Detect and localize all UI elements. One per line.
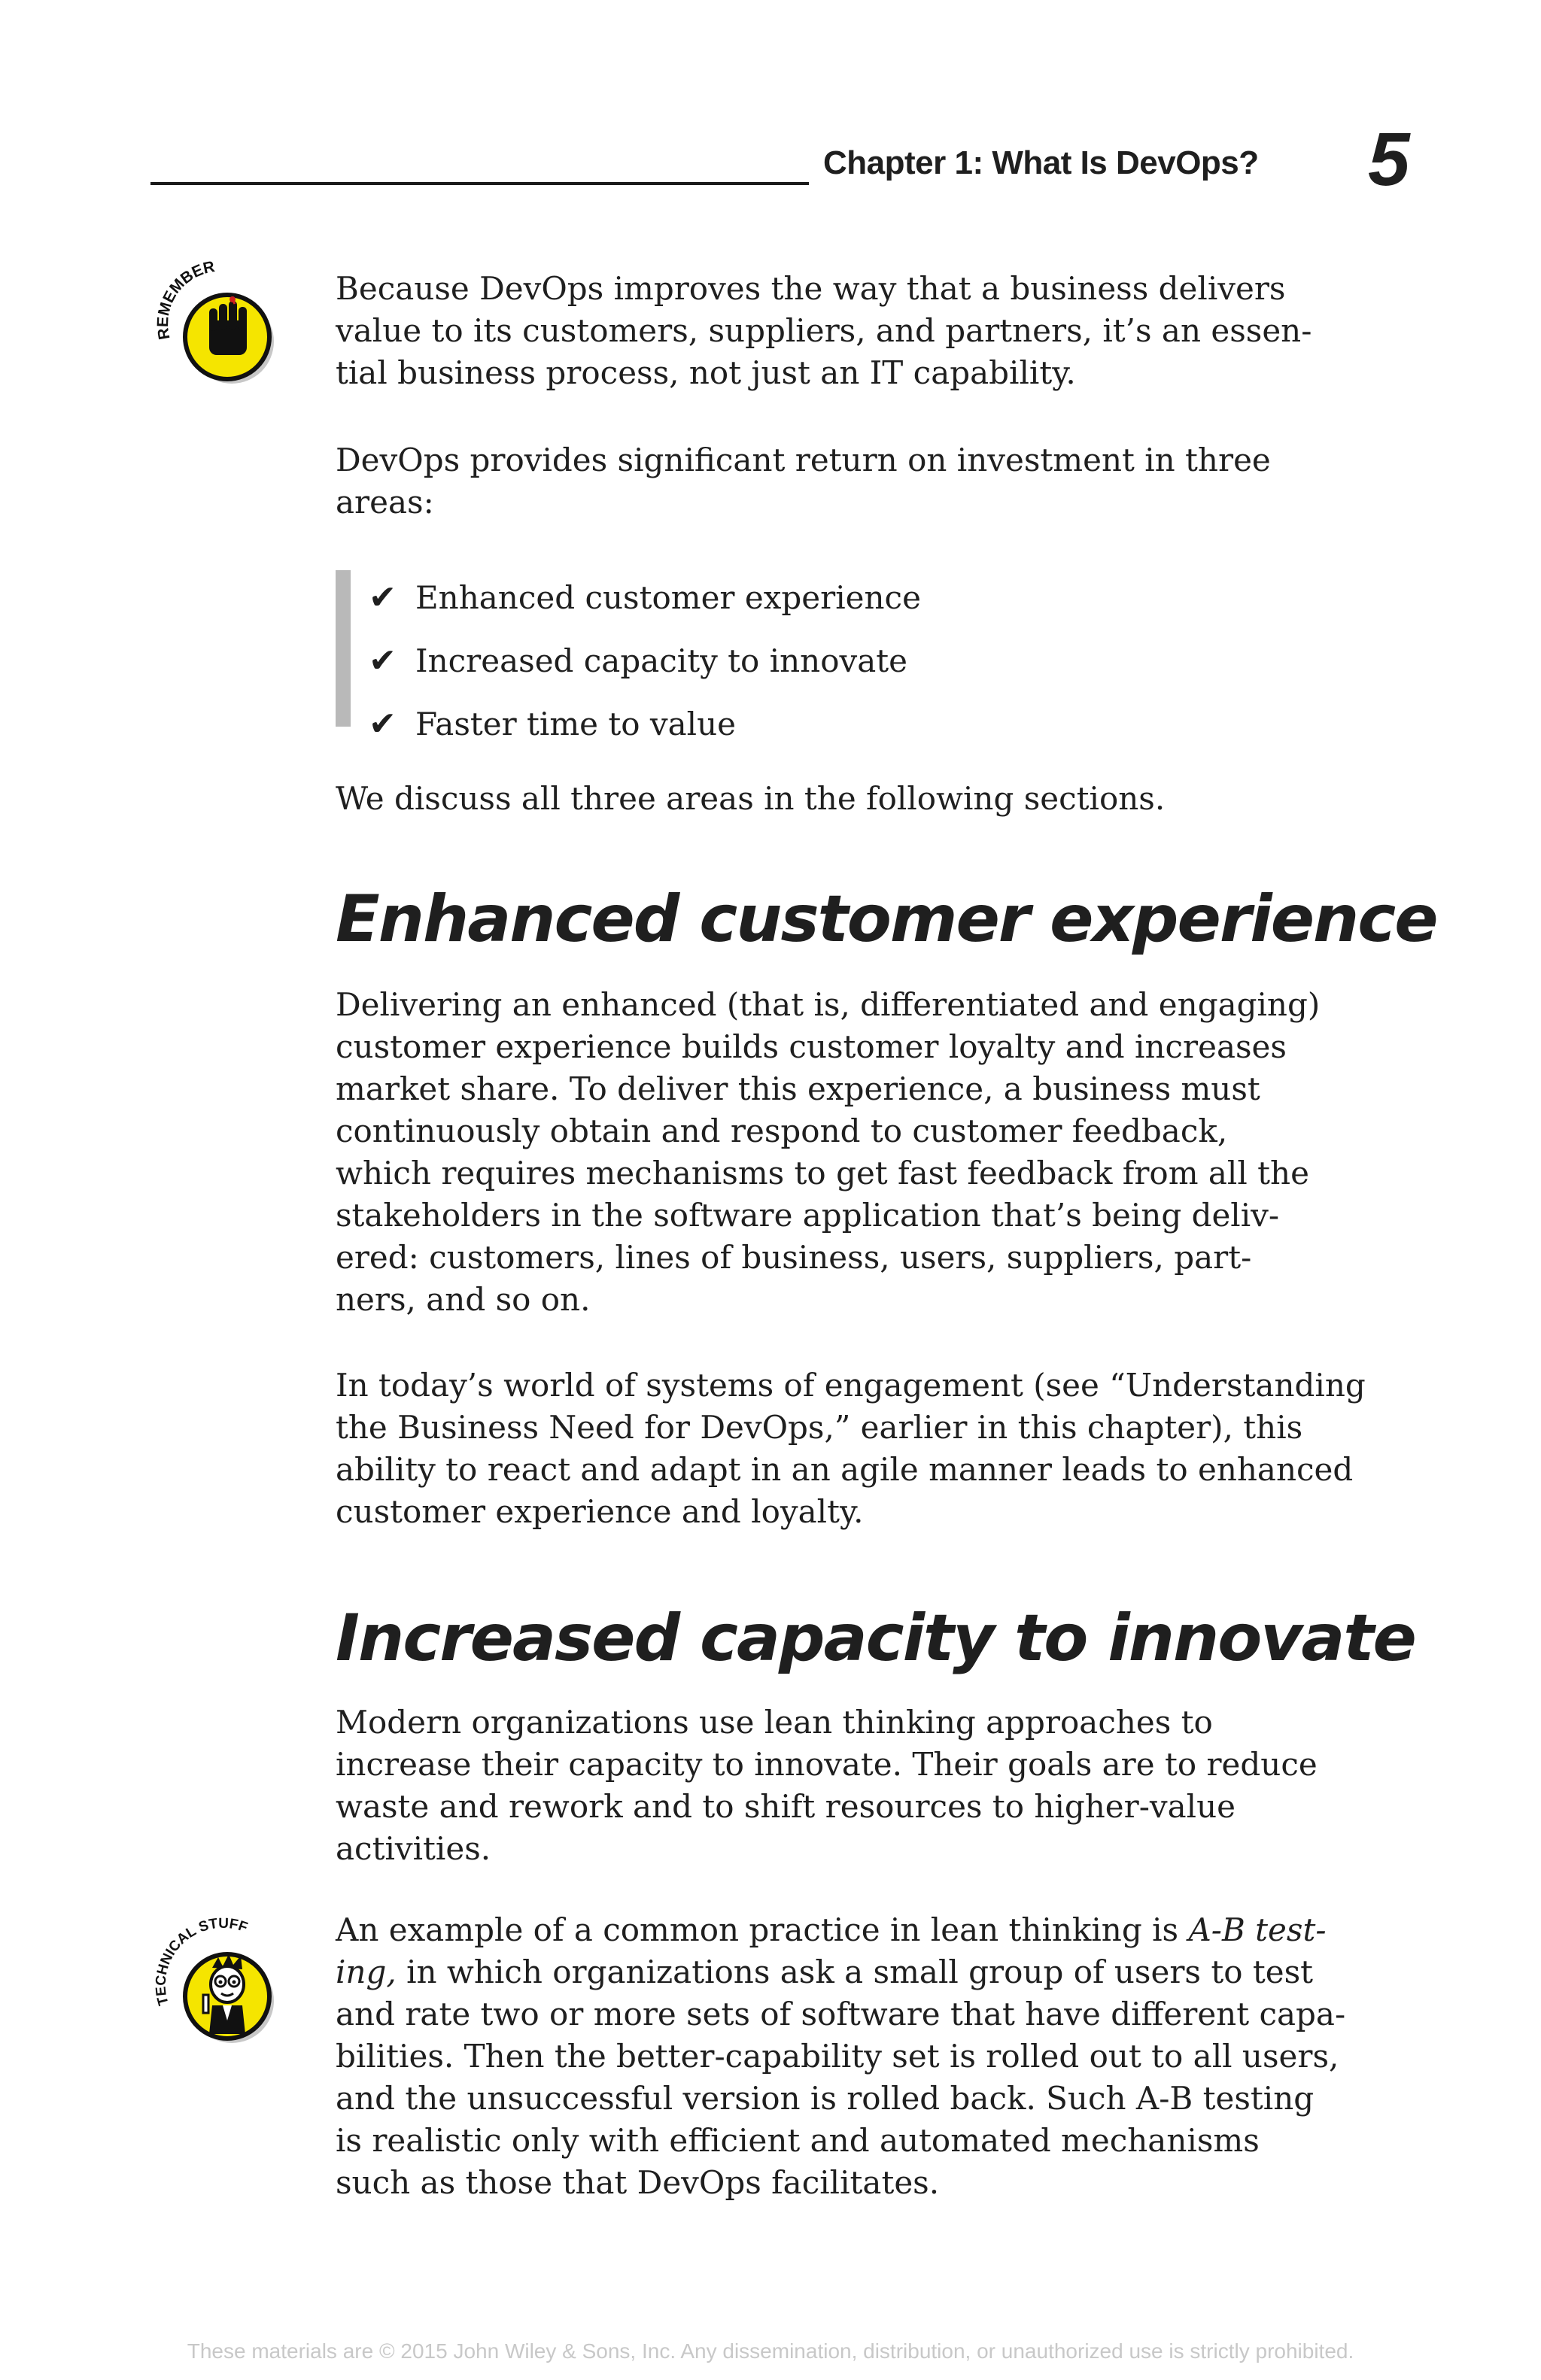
text-line: market share. To deliver this experience, a business must	[336, 1070, 1260, 1107]
section1-paragraph-1	[336, 984, 1389, 1321]
bullet-item	[336, 566, 921, 629]
text-line: DevOps provides significant return on investment in three	[336, 442, 1271, 478]
text-line: the Business Need for DevOps,” earlier in this chapter), this	[336, 1409, 1303, 1446]
bullet-item	[336, 692, 921, 755]
text-line: such as those that DevOps facilitates.	[336, 2164, 940, 2201]
text-line: and rate two or more sets of software that have different capa-	[336, 1996, 1346, 2032]
text-span: in which organizations ask a small group of users to test	[396, 1953, 1314, 1990]
text-line: which requires mechanisms to get fast feedback from all the	[336, 1155, 1309, 1192]
text-line: Modern organizations use lean thinking approaches to	[336, 1704, 1213, 1741]
text-line: is realistic only with efficient and automated mechanisms	[336, 2122, 1260, 2159]
text-line: In today’s world of systems of engagement (see “Understanding	[336, 1367, 1366, 1404]
remember-icon	[149, 254, 292, 397]
text-line: We discuss all three areas in the following sections.	[336, 780, 1166, 817]
discuss-paragraph	[336, 778, 1389, 820]
check-icon: ✔	[369, 578, 397, 617]
emphasis-term: A-B test-	[1188, 1911, 1327, 1948]
section1-paragraph-2	[336, 1365, 1389, 1533]
text-line: and the unsuccessful version is rolled back. Such A-B testing	[336, 2080, 1315, 2117]
section-heading-enhanced-customer-experience: Enhanced customer experience	[336, 882, 1437, 957]
text-span: An example of a common practice in lean thinking is	[336, 1911, 1189, 1948]
text-line: ners, and so on.	[336, 1281, 591, 1318]
text-line: waste and rework and to shift resources to higher-value	[336, 1788, 1236, 1825]
check-icon: ✔	[369, 641, 397, 680]
text-line: increase their capacity to innovate. Their goals are to reduce	[336, 1746, 1318, 1783]
text-line: customer experience builds customer loyalty and increases	[336, 1028, 1287, 1065]
header-rule	[150, 182, 809, 185]
page-number: 5	[1368, 117, 1410, 202]
text-line: activities.	[336, 1830, 491, 1867]
text-line: Because DevOps improves the way that a business delivers	[336, 270, 1286, 307]
text-line: Delivering an enhanced (that is, differentiated and engaging)	[336, 986, 1321, 1023]
technical-stuff-icon-label: TECHNICAL STUFF	[153, 1915, 250, 2008]
text-line: ability to react and adapt in an agile manner leads to enhanced	[336, 1451, 1354, 1488]
bullet-text: Faster time to value	[415, 705, 737, 742]
section2-paragraph-2	[336, 1909, 1389, 2204]
text-line: value to its customers, suppliers, and partners, it’s an essen-	[336, 312, 1312, 349]
technical-stuff-icon	[149, 1911, 292, 2054]
remember-paragraph	[336, 268, 1389, 394]
emphasis-term: ing,	[336, 1953, 397, 1990]
roi-intro-paragraph	[336, 439, 1389, 524]
check-icon: ✔	[369, 704, 397, 743]
text-line: tial business process, not just an IT capability.	[336, 354, 1076, 391]
bullet-text: Increased capacity to innovate	[415, 642, 908, 679]
text-line	[336, 1951, 1389, 1993]
text-line: continuously obtain and respond to customer feedback,	[336, 1113, 1228, 1149]
bullet-item	[336, 629, 921, 692]
bullet-list	[336, 566, 921, 755]
text-line: areas:	[336, 484, 434, 521]
text-line: customer experience and loyalty.	[336, 1493, 864, 1530]
text-line	[336, 1909, 1389, 1951]
text-line: ered: customers, lines of business, users, suppliers, part-	[336, 1239, 1252, 1276]
copyright-footer: These materials are © 2015 John Wiley & Sons, Inc. Any dissemination, distribution, or unauthorized use is strictly prohibited.	[187, 2339, 1354, 2363]
chapter-title: Chapter 1: What Is DevOps?	[823, 144, 1259, 181]
remember-icon-label: REMEMBER	[154, 257, 217, 342]
text-line: bilities. Then the better-capability set is rolled out to all users,	[336, 2038, 1339, 2075]
text-line: stakeholders in the software application that’s being deliv-	[336, 1197, 1280, 1234]
section-heading-increased-capacity-to-innovate: Increased capacity to innovate	[336, 1601, 1415, 1676]
section2-paragraph-1	[336, 1702, 1389, 1870]
bullet-text: Enhanced customer experience	[415, 578, 921, 616]
